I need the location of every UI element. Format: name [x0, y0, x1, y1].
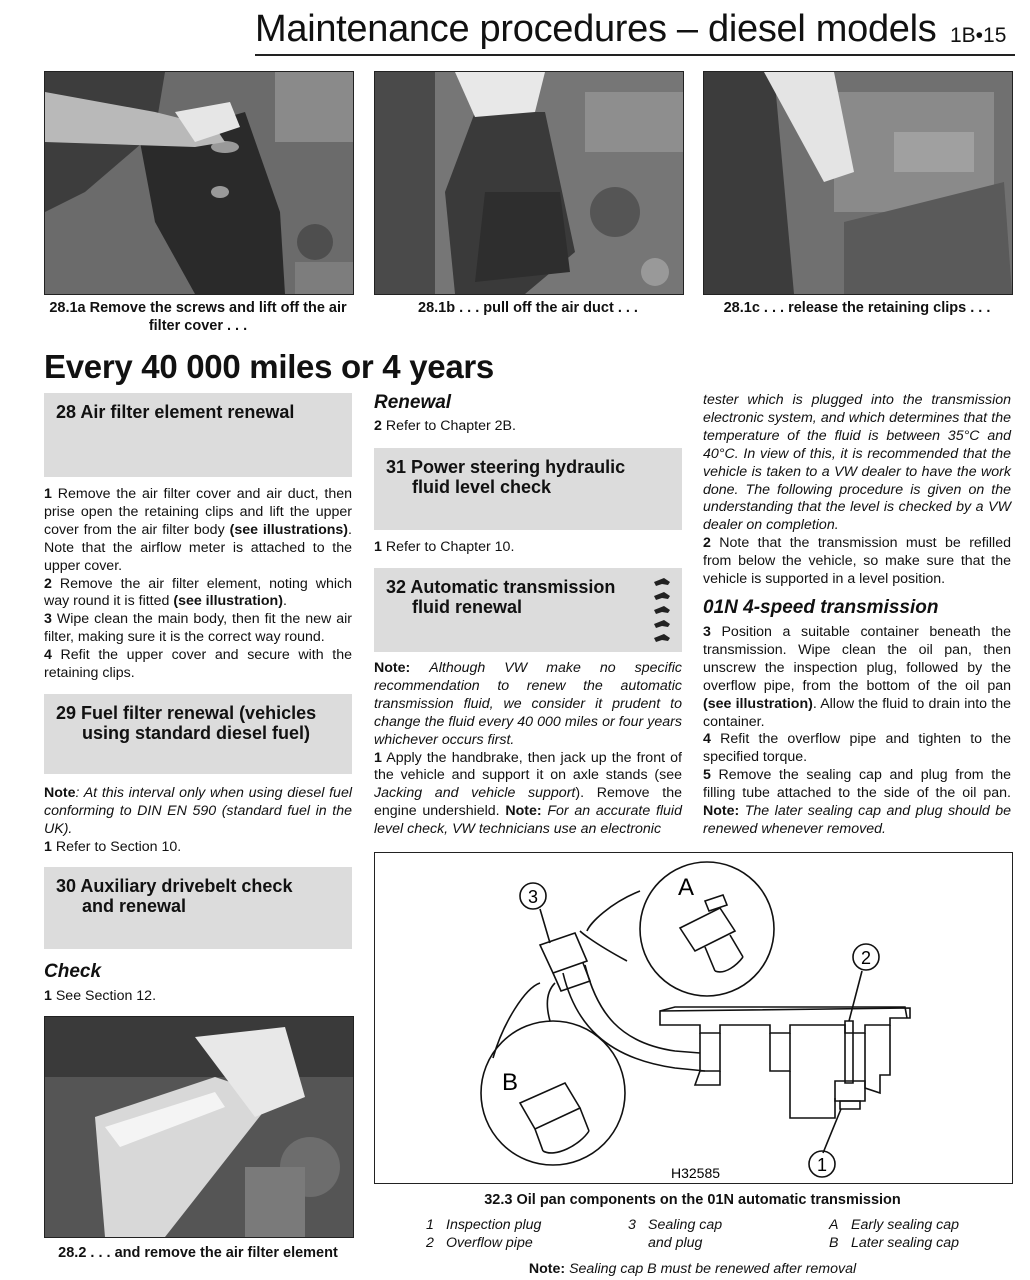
legend-item: 1 Inspection plug — [426, 1217, 542, 1233]
illustration-ref: (see illustration) — [703, 695, 813, 712]
step-text: Position a suitable container beneath the transmission. Wipe clean the oil pan, then unscrew the inspection plug, followed by the overflow pipe, from the bottom of the oil pan — [703, 624, 1011, 694]
step-number: 1 — [374, 749, 382, 766]
section-32-title-line1: 32 Automatic transmission — [386, 577, 616, 597]
wrench-difficulty-icon — [650, 576, 674, 646]
note-text: : At this interval only when using diesel fuel conforming to DIN EN 590 (standard fuel in the UK). — [44, 785, 352, 837]
note-text: Sealing cap B must be renewed after removal — [569, 1261, 857, 1277]
step-number: 1 — [44, 988, 52, 1004]
note-label: Note — [44, 785, 76, 801]
page-title: Maintenance procedures – diesel models — [255, 8, 937, 50]
section-31-box — [374, 448, 682, 530]
page-number: 1B•15 — [950, 24, 1007, 47]
section-32-body — [374, 660, 682, 839]
section-30-body — [44, 988, 352, 1006]
section-31-title-line1: 31 Power steering hydraulic — [386, 457, 626, 477]
step-text: ). Remove the engine undershield. — [374, 785, 682, 820]
photo-caption-28-1b: 28.1b . . . pull off the air duct . . . — [418, 300, 638, 316]
step-text: Remove the air filter cover and air duct, then prise open the retaining clips and lift the upper cover from the air filter body — [44, 486, 352, 538]
label-b: B — [502, 1069, 519, 1096]
photo-caption-28-1c: 28.1c . . . release the retaining clips . . . — [723, 300, 991, 316]
step-number: 5 — [703, 767, 711, 784]
legend-item: and plug — [648, 1235, 703, 1251]
step-number: 4 — [44, 647, 52, 664]
photo-caption-28-2: 28.2 . . . and remove the air filter element — [58, 1245, 338, 1261]
step-text: Refer to Section 10. — [55, 838, 182, 855]
section-29-title-line1: 29 Fuel filter renewal (vehicles — [56, 703, 317, 723]
section-30-title-line2: and renewal — [82, 896, 187, 916]
callout-2: 2 — [860, 948, 872, 968]
section-31-body — [374, 539, 682, 557]
section-30-title-line1: 30 Auxiliary drivebelt check — [56, 876, 293, 896]
note-label: Note: — [505, 803, 542, 820]
section-28-title: 28 Air filter element renewal — [56, 402, 295, 422]
step-text: Apply the handbrake, then jack up the front of the vehicle and support it on axle stands (see — [374, 749, 682, 784]
section-29-box — [44, 694, 352, 774]
renewal-body — [374, 418, 682, 436]
step-number: 3 — [44, 611, 52, 628]
section-32-title-line2: fluid renewal — [412, 597, 523, 617]
photo-28-1c — [703, 71, 1013, 295]
step-text: Remove the air filter element, noting which way round it is fitted — [44, 575, 352, 610]
step-text: . Allow the fluid to drain into the container. — [703, 695, 1011, 730]
step-text: Wipe clean the main body, then fit the new air filter, making sure it is the correct way round. — [44, 611, 352, 646]
note-label: Note: — [528, 1261, 566, 1277]
step-text: . Note that the airflow meter is attached to the upper cover. — [44, 521, 352, 574]
step-number: 2 — [44, 575, 52, 592]
step-text: Remove the sealing cap and plug from the filling tube attached to the side of the oil pan. — [703, 767, 1011, 802]
step-number: 1 — [374, 539, 382, 555]
section-29-body — [44, 785, 352, 857]
step-number: 2 — [703, 535, 711, 552]
step-number: 1 — [44, 486, 52, 502]
note-text: For an accurate fluid level check, VW technicians use an electronic — [374, 803, 682, 838]
step-text: . — [282, 593, 287, 610]
photo-28-2 — [44, 1016, 354, 1238]
section-28-body — [44, 486, 352, 683]
legend-item: B Later sealing cap — [829, 1235, 960, 1251]
figure-legend — [374, 1216, 1011, 1254]
transmission-body — [703, 624, 1011, 839]
oil-pan-diagram — [374, 852, 1013, 1184]
section-28-box — [44, 393, 352, 477]
step-text: Refer to Chapter 10. — [385, 539, 515, 555]
section-32-box — [374, 568, 682, 652]
photo-caption-28-1a: 28.1a Remove the screws and lift off the air filter cover . . . — [49, 300, 347, 334]
section-32-continued — [703, 392, 1011, 589]
label-a: A — [678, 874, 695, 901]
figure-note — [374, 1260, 1011, 1278]
legend-item: 3 Sealing cap — [628, 1217, 723, 1233]
step-text: See Section 12. — [55, 988, 157, 1004]
note-label: Note: — [374, 660, 411, 676]
photo-28-1a — [44, 71, 354, 295]
section-30-box — [44, 867, 352, 949]
photo-28-1b — [374, 71, 684, 295]
step-number: 3 — [703, 624, 711, 640]
note-text: The later sealing cap and plug should be renewed whenever removed. — [703, 803, 1011, 837]
renewal-subheading: Renewal — [374, 392, 452, 413]
step-number: 4 — [703, 731, 711, 748]
figure-caption: 32.3 Oil pan components on the 01N automatic transmission — [484, 1192, 901, 1208]
step-text: Refit the overflow pipe and tighten to the specified torque. — [703, 731, 1011, 766]
section-29-title-line2: using standard diesel fuel) — [82, 723, 311, 743]
note-label: Note: — [703, 803, 740, 820]
legend-item: 2 Overflow pipe — [426, 1235, 533, 1251]
note-text: In view of this, it is recommended that the vehicle is taken to a VW dealer to have the work done. The following procedure is given on the understanding that the level is checked by a VW dealer on completion. — [703, 445, 1011, 534]
step-text: Note that the transmission must be refilled from below the vehicle, so make sure that the vehicle is supported in a level position. — [703, 535, 1011, 588]
section-heading: Every 40 000 miles or 4 years — [44, 348, 494, 385]
section-31-title-line2: fluid level check — [412, 477, 552, 497]
check-subheading: Check — [44, 961, 102, 982]
callout-3: 3 — [527, 887, 539, 907]
oil-pan-diagram-drawing — [375, 853, 1012, 1183]
cross-reference: Jacking and vehicle support — [374, 785, 576, 802]
figure-code: H32585 — [671, 1165, 721, 1181]
callout-1: 1 — [816, 1155, 828, 1175]
transmission-subheading: 01N 4-speed transmission — [703, 597, 939, 618]
step-number: 2 — [374, 418, 382, 434]
illustration-ref: (see illustration) — [173, 593, 283, 610]
step-text: Refit the upper cover and secure with the retaining clips. — [44, 647, 352, 682]
header-rule — [255, 54, 1015, 56]
note-text: tester which is plugged into the transmission electronic system, and which determines that the temperature of the fluid is between 35°C and 40°C. — [703, 392, 1011, 462]
illustration-ref: (see illustrations) — [229, 521, 349, 538]
step-text: Refer to Chapter 2B. — [385, 418, 516, 434]
legend-item: A Early sealing cap — [829, 1217, 960, 1233]
note-text: Although VW make no specific recommendation to renew the automatic transmission fluid, we consider it prudent to change the fluid every 40 000 miles or four years whichever occurs first. — [374, 660, 682, 748]
step-number: 1 — [44, 838, 52, 855]
